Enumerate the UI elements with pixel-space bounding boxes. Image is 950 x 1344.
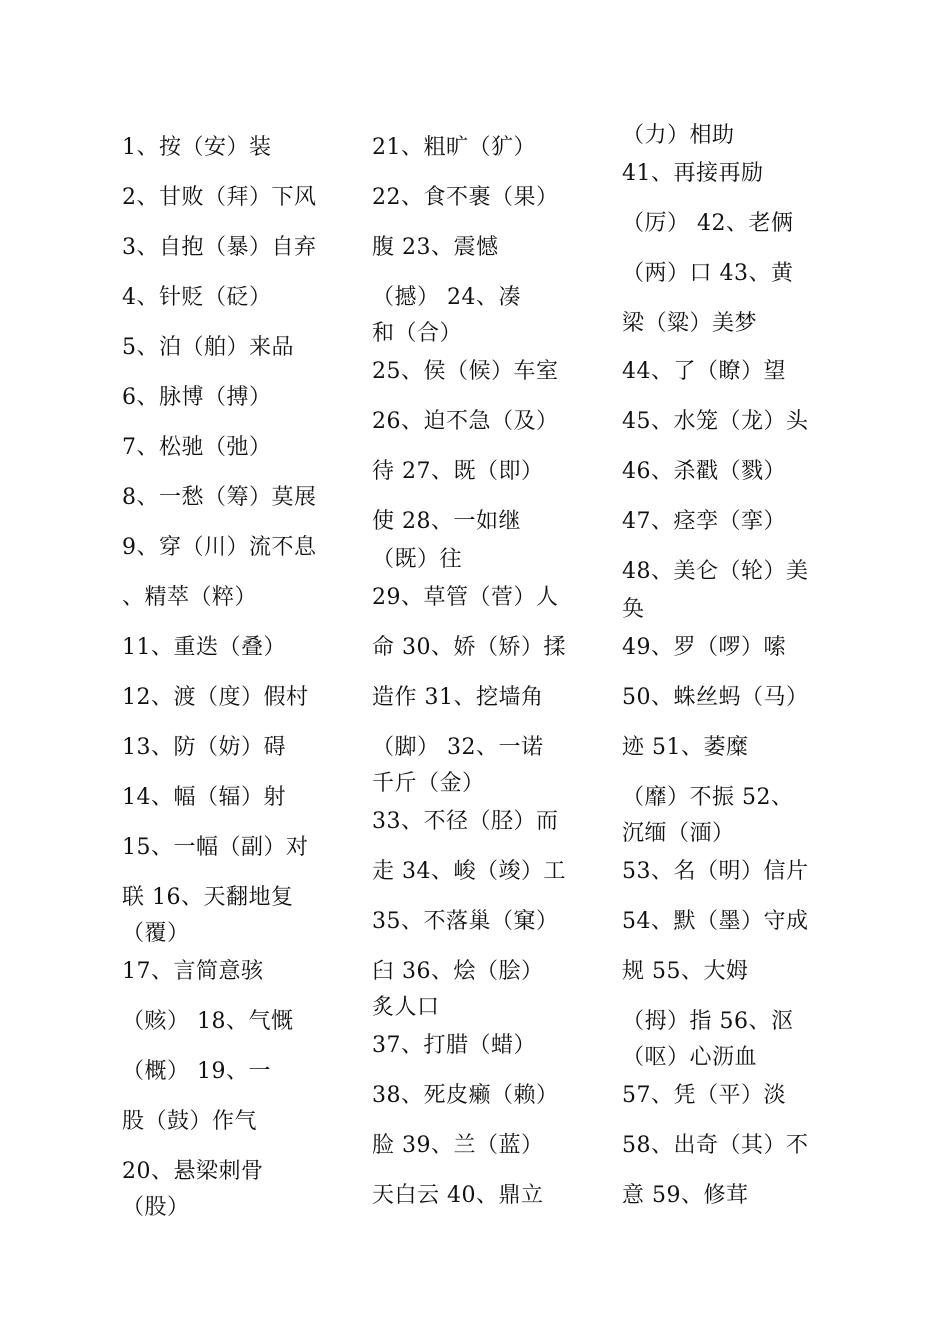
vocabulary-line: 21、粗旷（犷） [372, 135, 536, 160]
vocabulary-line: 5、泊（舶）来品 [122, 335, 294, 360]
vocabulary-line: 走 34、峻（竣）工 [372, 859, 566, 884]
vocabulary-line: 22、食不裹（果） [372, 185, 559, 210]
vocabulary-line: 脸 39、兰（蓝） [372, 1133, 544, 1158]
vocabulary-line: 33、不径（胫）而 [372, 809, 559, 834]
vocabulary-line: 3、自抱（暴）自弃 [122, 235, 317, 260]
vocabulary-line: 26、迫不急（及） [372, 409, 559, 434]
vocabulary-line: 腹 23、震憾 [372, 235, 499, 260]
vocabulary-line: （概） 19、一 [122, 1059, 271, 1084]
vocabulary-line: 48、美仑（轮）美 [622, 559, 809, 584]
vocabulary-line: （力）相助 [622, 123, 735, 148]
vocabulary-line: 20、悬梁刺骨 [122, 1159, 264, 1184]
vocabulary-line: 股（鼓）作气 [122, 1109, 258, 1134]
vocabulary-line: 迹 51、萎糜 [622, 735, 749, 760]
vocabulary-line: 2、甘败（拜）下风 [122, 185, 317, 210]
vocabulary-line: 17、言简意骇 [122, 959, 264, 984]
vocabulary-line: 58、出奇（其）不 [622, 1133, 809, 1158]
vocabulary-line: 梁（粱）美梦 [622, 311, 758, 336]
vocabulary-line: 天白云 40、鼎立 [372, 1183, 544, 1208]
vocabulary-line: 造作 31、挖墙角 [372, 685, 544, 710]
vocabulary-line: 1、按（安）装 [122, 135, 272, 160]
vocabulary-line: 57、凭（平）淡 [622, 1083, 786, 1108]
vocabulary-line: 命 30、娇（矫）揉 [372, 635, 566, 660]
vocabulary-line: 50、蛛丝蚂（马） [622, 685, 809, 710]
vocabulary-line: 臼 36、烩（脍） [372, 959, 544, 984]
vocabulary-line: 4、针贬（砭） [122, 285, 272, 310]
vocabulary-line: （厉） 42、老俩 [622, 211, 794, 236]
vocabulary-line: 和（合） [372, 321, 463, 346]
vocabulary-line: 沉缅（湎） [622, 821, 735, 846]
vocabulary-line: 41、再接再励 [622, 161, 764, 186]
vocabulary-line: 38、死皮癞（赖） [372, 1083, 559, 1108]
vocabulary-line: （靡）不振 52、 [622, 785, 794, 810]
vocabulary-line: 25、侯（候）车室 [372, 359, 559, 384]
vocabulary-line: 7、松驰（弛） [122, 435, 272, 460]
vocabulary-line: 49、罗（啰）嗦 [622, 635, 786, 660]
vocabulary-line: 45、水笼（龙）头 [622, 409, 809, 434]
vocabulary-line: （撼） 24、凑 [372, 285, 521, 310]
vocabulary-line: 奂 [622, 597, 645, 622]
vocabulary-line: 37、打腊（蜡） [372, 1033, 536, 1058]
vocabulary-line: 规 55、大姆 [622, 959, 749, 984]
vocabulary-line: 炙人口 [372, 995, 440, 1020]
vocabulary-line: （两）口 43、黄 [622, 261, 794, 286]
vocabulary-line: 44、了（瞭）望 [622, 359, 786, 384]
vocabulary-line: 9、穿（川）流不息 [122, 535, 317, 560]
vocabulary-line: 、精萃（粹） [122, 585, 258, 610]
vocabulary-line: 12、渡（度）假村 [122, 685, 309, 710]
vocabulary-line: 13、防（妨）碍 [122, 735, 286, 760]
vocabulary-line: （覆） [122, 921, 190, 946]
vocabulary-line: 11、重迭（叠） [122, 635, 286, 660]
vocabulary-line: 待 27、既（即） [372, 459, 544, 484]
vocabulary-line: （股） [122, 1195, 190, 1220]
vocabulary-line: 6、脉博（搏） [122, 385, 272, 410]
vocabulary-line: （既）往 [372, 547, 463, 572]
vocabulary-line: （赅） 18、气慨 [122, 1009, 294, 1034]
vocabulary-line: 意 59、修茸 [622, 1183, 749, 1208]
vocabulary-line: 29、草管（菅）人 [372, 585, 559, 610]
vocabulary-line: 千斤（金） [372, 771, 485, 796]
vocabulary-line: 15、一幅（副）对 [122, 835, 309, 860]
vocabulary-line: （呕）心沥血 [622, 1045, 758, 1070]
vocabulary-line: 47、痉孪（挛） [622, 509, 786, 534]
vocabulary-line: 53、名（明）信片 [622, 859, 809, 884]
vocabulary-line: 使 28、一如继 [372, 509, 521, 534]
vocabulary-line: 35、不落巢（窠） [372, 909, 559, 934]
vocabulary-line: 46、杀戳（戮） [622, 459, 786, 484]
vocabulary-line: （拇）指 56、沤 [622, 1009, 794, 1034]
vocabulary-line: 8、一愁（筹）莫展 [122, 485, 317, 510]
vocabulary-line: 14、幅（辐）射 [122, 785, 286, 810]
vocabulary-line: 54、默（墨）守成 [622, 909, 809, 934]
vocabulary-line: （脚） 32、一诺 [372, 735, 544, 760]
vocabulary-line: 联 16、天翻地复 [122, 885, 294, 910]
